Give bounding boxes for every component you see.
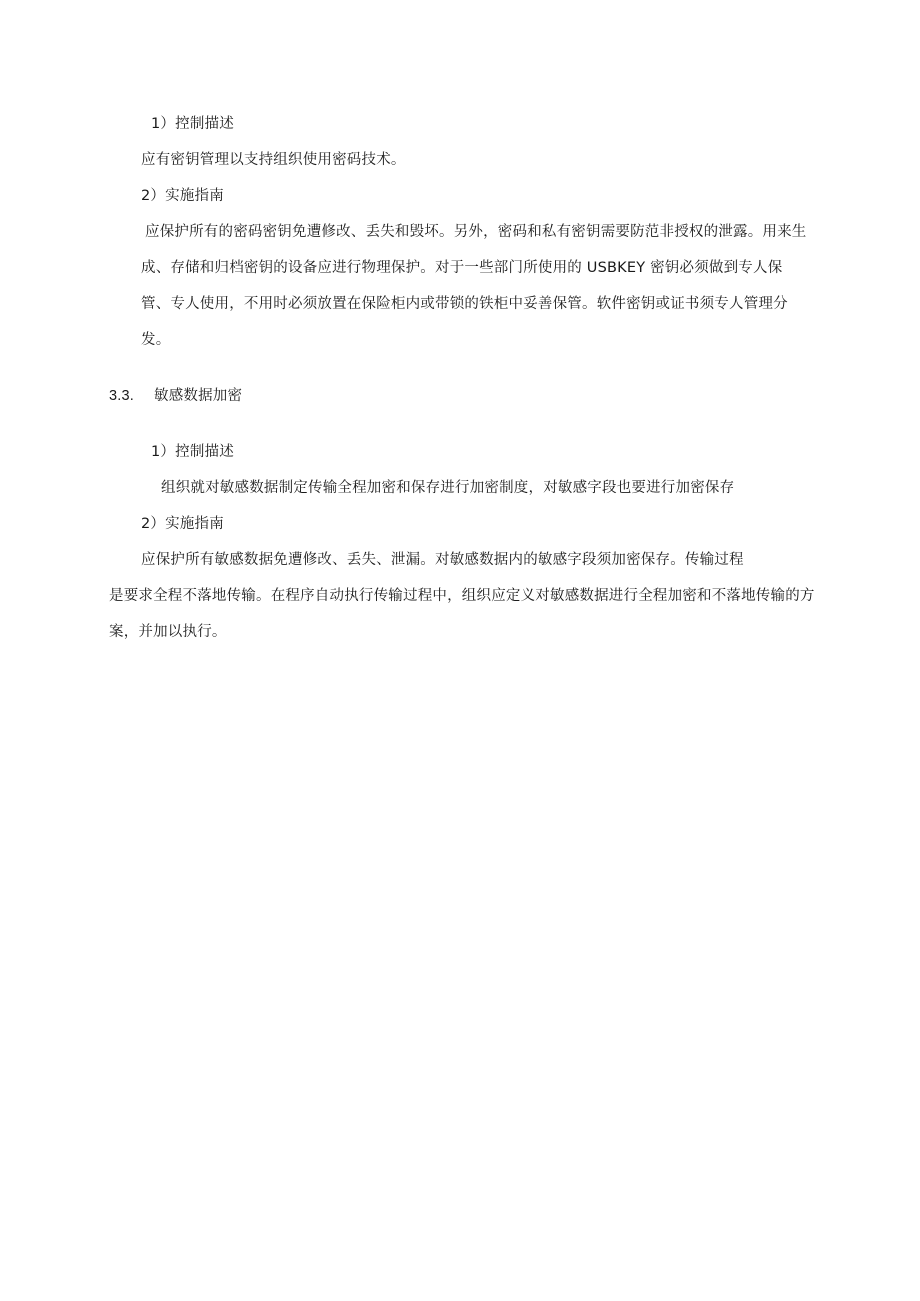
implementation-guide-line: 是要求全程不落地传输。在程序自动执行传输过程中，组织应定义对敏感数据进行全程加密和不落地传输的方 — [109, 588, 815, 604]
control-description-text: 组织就对敏感数据制定传输全程加密和保存进行加密制度，对敏感字段也要进行加密保存 — [161, 480, 735, 496]
control-description-text: 应有密钥管理以支持组织使用密码技术。 — [141, 152, 406, 168]
section-title: 敏感数据加密 — [154, 388, 243, 404]
implementation-guide-line: 案，并加以执行。 — [109, 624, 227, 640]
implementation-guide-line: 成、存储和归档密钥的设备应进行物理保护。对于一些部门所使用的 USBKEY 密钥必须做到专人保 — [141, 260, 783, 276]
section-number: 3.3. — [109, 388, 134, 404]
control-description-label: 1）控制描述 — [151, 116, 234, 132]
implementation-guide-label: 2）实施指南 — [141, 188, 224, 204]
implementation-guide-line: 发。 — [141, 332, 171, 348]
control-description-label: 1）控制描述 — [151, 444, 234, 460]
implementation-guide-line: 管、专人使用，不用时必须放置在保险柜内或带锁的铁柜中妥善保管。软件密钥或证书须专人管理分 — [141, 296, 788, 312]
implementation-guide-line: 应保护所有敏感数据免遭修改、丢失、泄漏。对敏感数据内的敏感字段须加密保存。传输过程 — [141, 552, 744, 568]
implementation-guide-line: 应保护所有的密码密钥免遭修改、丢失和毁坏。另外，密码和私有密钥需要防范非授权的泄露。用来生 — [145, 224, 807, 240]
implementation-guide-label: 2）实施指南 — [141, 516, 224, 532]
